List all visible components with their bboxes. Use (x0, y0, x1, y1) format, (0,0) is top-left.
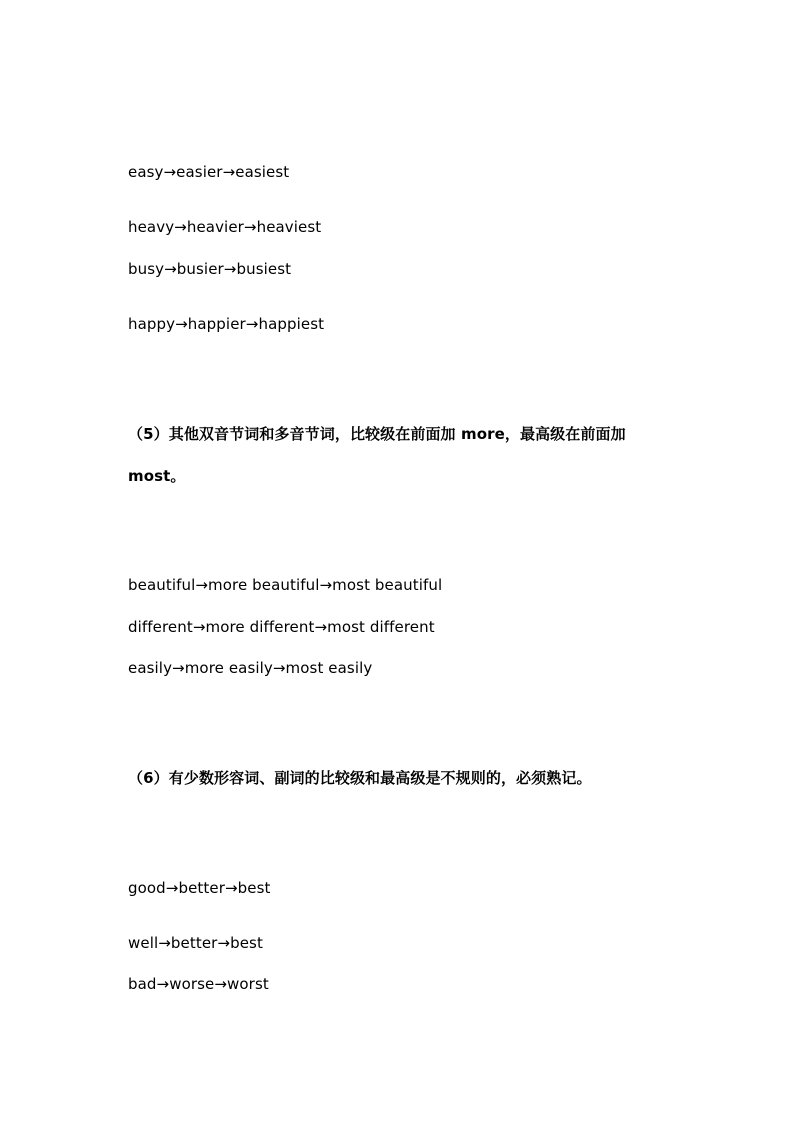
example-different: different→more different→most different (128, 618, 435, 636)
example-happy: happy→happier→happiest (128, 315, 325, 333)
example-heavy: heavy→heavier→heaviest (128, 218, 322, 236)
rule-6-heading: （6）有少数形容词、副词的比较级和最高级是不规则的，必须熟记。 (128, 769, 592, 787)
example-beautiful: beautiful→more beautiful→most beautiful (128, 576, 443, 594)
example-good: good→better→best (128, 879, 271, 897)
example-easily: easily→more easily→most easily (128, 659, 373, 677)
rule-5-heading: （5）其他双音节词和多音节词，比较级在前面加 more，最高级在前面加 (128, 425, 626, 443)
rule-5-heading-continued: most。 (128, 467, 186, 485)
example-bad: bad→worse→worst (128, 975, 269, 993)
example-well: well→better→best (128, 934, 263, 952)
example-easy: easy→easier→easiest (128, 163, 290, 181)
example-busy: busy→busier→busiest (128, 260, 292, 278)
